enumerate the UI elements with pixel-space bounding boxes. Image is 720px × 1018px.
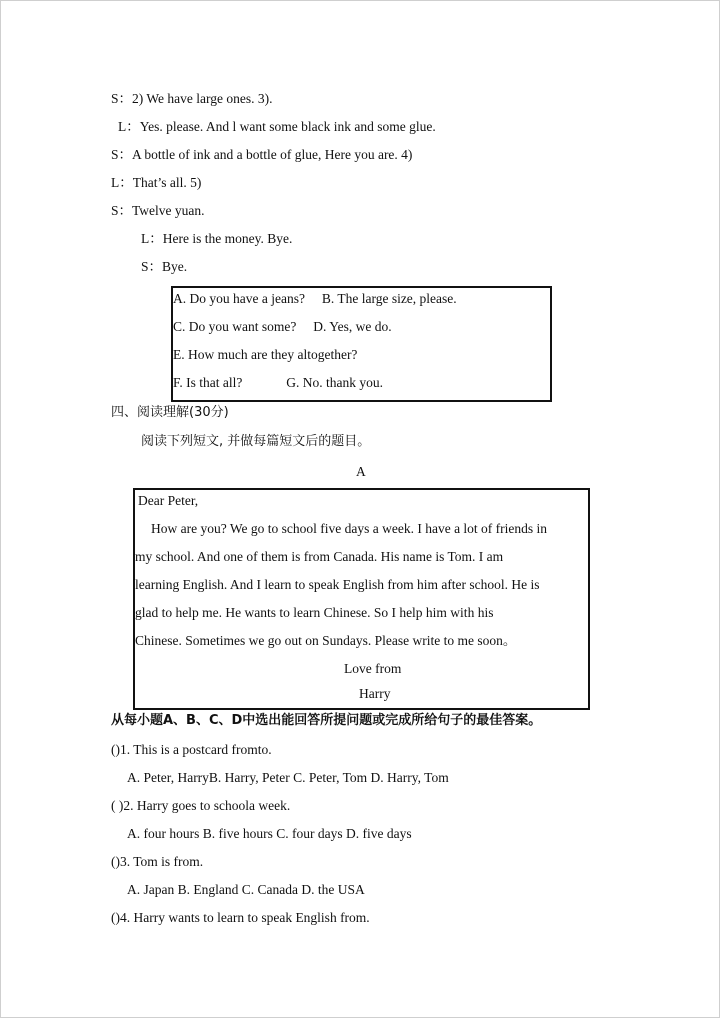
dialogue-line: L：That’s all. 5) <box>111 175 202 190</box>
section-instruction: 阅读下列短文, 并做每篇短文后的题目。 <box>141 434 371 449</box>
questions-instruction: 从每小题A、B、C、D中选出能回答所提问题或完成所给句子的最佳答案。 <box>111 713 542 728</box>
question-stem: ()1. This is a postcard fromto. <box>111 742 272 757</box>
letter-signature: Harry <box>359 686 391 701</box>
question-stem: ()4. Harry wants to learn to speak English from. <box>111 910 370 925</box>
letter-line: How are you? We go to school five days a week. I have a lot of friends in <box>151 521 548 536</box>
dialogue-line: L：Yes. please. And l want some black ink and some glue. <box>118 119 436 134</box>
letter-box <box>133 488 590 710</box>
options-box <box>171 286 552 402</box>
option-line: E. How much are they altogether? <box>173 347 358 362</box>
question-stem: ( )2. Harry goes to schoola week. <box>111 798 291 813</box>
option-line: F. Is that all? G. No. thank you. <box>173 375 384 390</box>
letter-closing: Love from <box>344 661 402 676</box>
question-stem: ()3. Tom is from. <box>111 854 204 869</box>
letter-line: glad to help me. He wants to learn Chinese. So I help him with his <box>135 605 494 620</box>
letter-line: learning English. And I learn to speak English from him after school. He is <box>135 577 540 592</box>
option-line: A. Do you have a jeans? B. The large size, please. <box>173 291 457 306</box>
letter-salutation: Dear Peter, <box>138 493 199 508</box>
option-line: C. Do you want some? D. Yes, we do. <box>173 319 392 334</box>
dialogue-line: S：Bye. <box>141 259 188 274</box>
section-heading: 四、阅读理解(30分) <box>111 405 229 420</box>
letter-line: Chinese. Sometimes we go out on Sundays. Please write to me soon。 <box>135 633 517 648</box>
question-choices: A. Japan B. England C. Canada D. the USA <box>127 882 365 897</box>
passage-label: A <box>356 464 366 479</box>
question-choices: A. Peter, HarryB. Harry, Peter C. Peter, Tom D. Harry, Tom <box>127 770 449 785</box>
dialogue-line: S：2) We have large ones. 3). <box>111 91 273 106</box>
dialogue-line: S：A bottle of ink and a bottle of glue, Here you are. 4) <box>111 147 413 162</box>
dialogue-line: L：Here is the money. Bye. <box>141 231 293 246</box>
dialogue-line: S：Twelve yuan. <box>111 203 205 218</box>
question-choices: A. four hours B. five hours C. four days D. five days <box>127 826 412 841</box>
letter-line: my school. And one of them is from Canada. His name is Tom. I am <box>135 549 504 564</box>
